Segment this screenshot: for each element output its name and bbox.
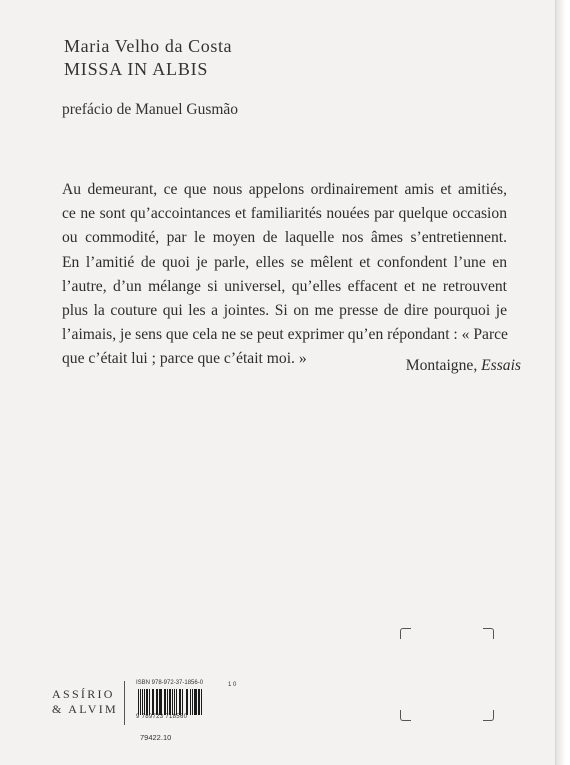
sticker-frame-corner <box>483 710 494 721</box>
price-code: 79422.10 <box>140 733 172 742</box>
quote-line: ou commodité, par le moyen de laquelle nos âmes s’entretiennent. <box>62 229 507 247</box>
publisher-name-line2: & ALVIM <box>52 702 118 716</box>
barcode-addon-digits: 1 0 <box>228 682 237 688</box>
attribution-work: Essais <box>481 357 521 374</box>
quote-line: l’autre, d’un mélange si universel, qu’elles effacent et ne retrouvent <box>62 277 507 295</box>
sticker-frame-corner <box>483 628 494 639</box>
quote-line: l’aimais, je sens que cela ne se peut exprimer qu’en répondant : « Parce <box>62 326 508 344</box>
sticker-frame-corner <box>400 710 411 721</box>
quote-line: ce ne sont qu’accointances et familiarités nouées par quelque occasion <box>62 205 507 223</box>
book-author: Maria Velho da Costa <box>64 36 233 56</box>
epigraph-attribution <box>406 357 521 375</box>
barcode-icon <box>138 689 235 715</box>
publisher-logo <box>52 687 118 717</box>
quote-line: plus la couture qui les a jointes. Si on me presse de dire pourquoi je <box>62 302 507 320</box>
quote-line: Au demeurant, ce que nous appelons ordinairement amis et amitiés, <box>62 181 507 198</box>
quote-line: En l’amitié de quoi je parle, elles se mêlent et confondent l’une en <box>62 253 507 271</box>
page-edge <box>556 0 570 765</box>
epigraph-quote <box>62 178 507 372</box>
sticker-frame-corner <box>400 628 411 639</box>
preface-credit: prefácio de Manuel Gusmão <box>62 101 239 118</box>
isbn-label: ISBN 978-972-37-1856-0 <box>136 680 204 686</box>
attribution-author: Montaigne, <box>405 357 482 374</box>
barcode-digits: 9 789723 718560 <box>136 714 188 720</box>
book-title: MISSA IN ALBIS <box>64 59 209 79</box>
publisher-divider <box>124 681 125 725</box>
quote-line: que c’était lui ; parce que c’était moi. » <box>62 350 307 368</box>
publisher-name-line1: ASSÍRIO <box>52 687 115 701</box>
